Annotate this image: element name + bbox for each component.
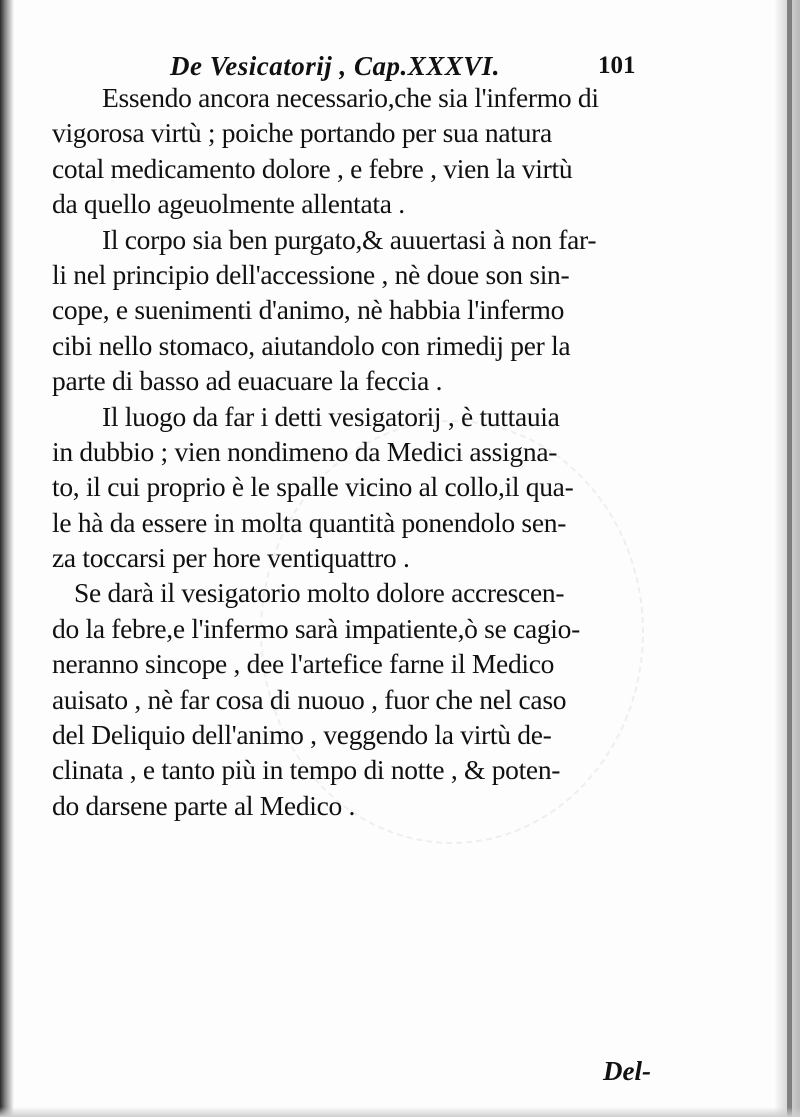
binding-shadow [0,0,14,1117]
body-text [52,80,712,823]
text-line: to, il cui proprio è le spalle vicino al collo,il qua- [52,471,574,503]
text-line: do darsene parte al Medico . [52,789,356,821]
text-line: del Deliquio dell'animo , veggendo la virtù de- [52,719,552,751]
text-line: li nel principio dell'accessione , nè doue son sin- [52,258,570,290]
text-line: auisato , nè far cosa di nuouo , fuor che nel caso [52,683,567,715]
text-line: in dubbio ; vien nondimeno da Medici assigna- [52,435,558,467]
text-line: vigorosa virtù ; poiche portando per sua natura [52,117,552,149]
text-line: do la febre,e l'infermo sarà impatiente,ò se cagio- [52,612,580,644]
text-line: le hà da essere in molta quantità ponendolo sen- [52,506,567,538]
text-line: za toccarsi per hore ventiquattro . [52,542,410,574]
text-line: Essendo ancora necessario,che sia l'infermo di [102,82,599,113]
page-number: 101 [598,52,636,79]
text-line: cope, e suenimenti d'animo, nè habbia l'infermo [52,294,565,326]
catchword: Del- [603,1056,651,1086]
text-line: neranno sincope , dee l'artefice farne il Medico [52,648,555,680]
page-edge-bottom [0,1107,800,1117]
text-line: parte di basso ad euacuare la feccia . [52,365,443,397]
running-title: De Vesicatorij , Cap.XXXVI. [170,51,501,81]
page-edge-shadow [787,0,792,1117]
text-line: Il corpo sia ben purgato,& auuertasi à non far- [102,223,597,255]
text-line: Il luogo da far i detti vesigatorij , è tuttauia [102,400,560,432]
text-line: clinata , e tanto più in tempo di notte , & poten- [52,754,561,786]
text-line: cibi nello stomaco, aiutandolo con rimedij per la [52,329,571,361]
text-line: Se darà il vesigatorio molto dolore accrescen- [74,577,565,609]
text-line: da quello ageuolmente allentata . [52,188,405,220]
text-line: cotal medicamento dolore , e febre , vien la virtù [52,152,573,184]
